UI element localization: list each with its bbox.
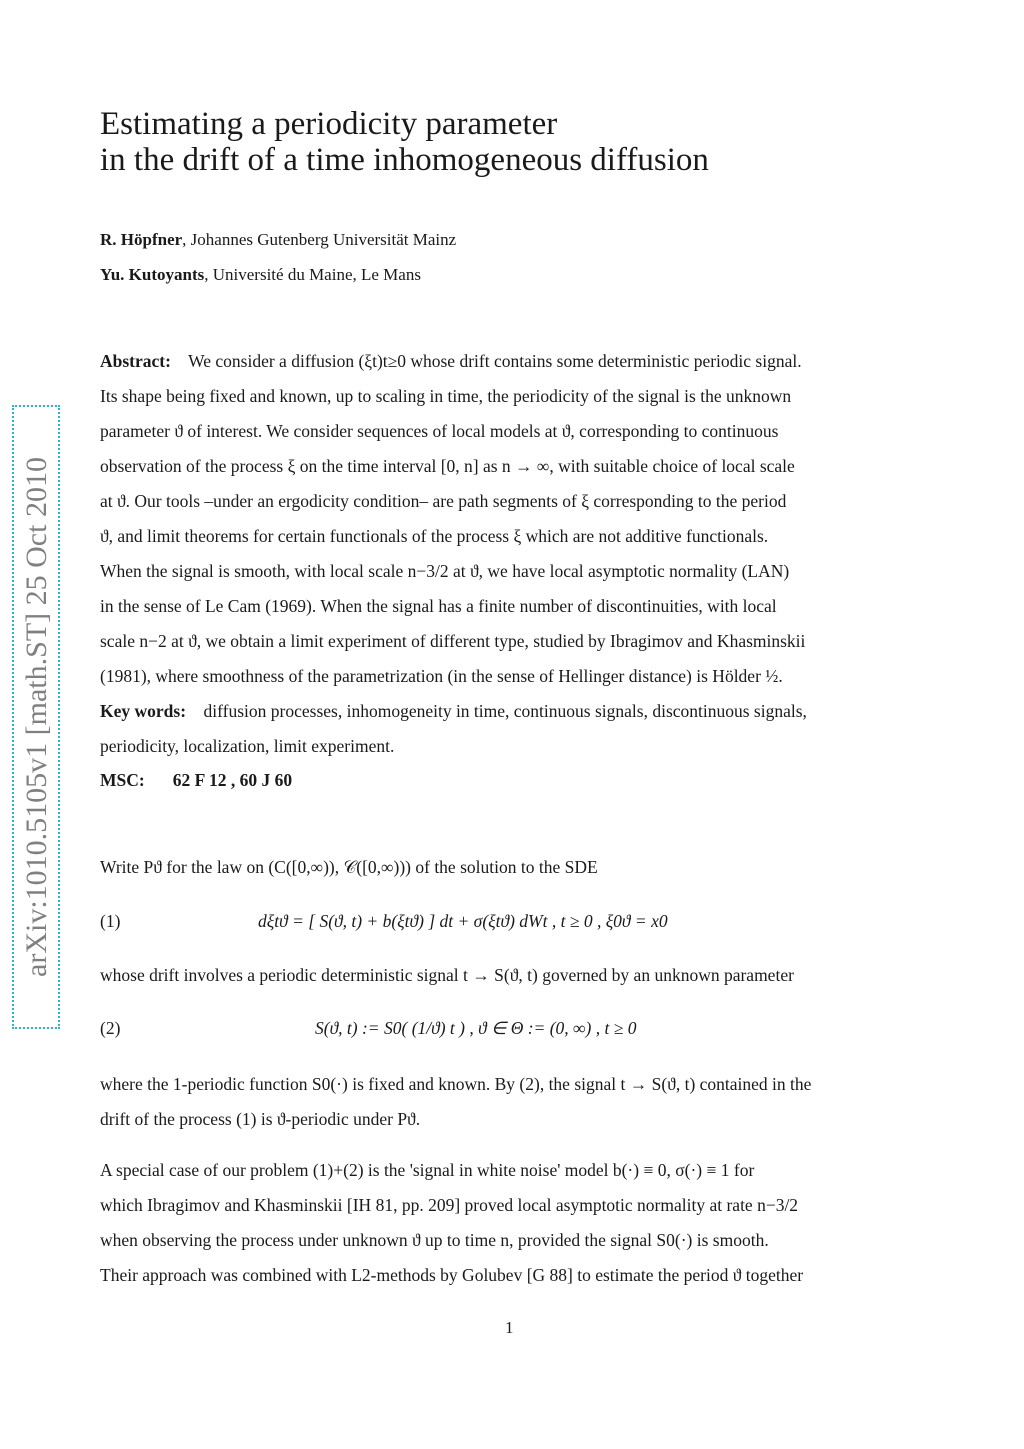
abstract-line-7: When the signal is smooth, with local scale n−3/2 at ϑ, we have local asymptotic normality (LAN): [100, 561, 790, 581]
intro-paragraph: [100, 850, 930, 885]
abstract-line-10: (1981), where smoothness of the parametrization (in the sense of Hellinger distance) is Hölder ½.: [100, 666, 783, 686]
where-paragraph: [100, 1067, 930, 1137]
page-number: 1: [505, 1318, 514, 1337]
abstract-line-9: scale n−2 at ϑ, we obtain a limit experiment of different type, studied by Ibragimov and Khasminskii: [100, 631, 806, 651]
title-line-1: Estimating a periodicity parameter: [100, 106, 558, 142]
where-line-1: where the 1-periodic function S0(·) is fixed and known. By (2), the signal t → S(ϑ, t) contained in the: [100, 1074, 812, 1094]
msc-codes: 62 F 12 , 60 J 60: [172, 770, 293, 790]
abstract-text-1: We consider a diffusion (ξt)t≥0 whose drift contains some deterministic periodic signal.: [188, 351, 802, 371]
keywords-label: Key words:: [100, 701, 187, 721]
abstract-line-2: Its shape being fixed and known, up to scaling in time, the periodicity of the signal is the unknown: [100, 386, 792, 406]
author-2: [100, 265, 421, 285]
author-2-name: Yu. Kutoyants: [100, 265, 205, 284]
equation-2-number: (2): [100, 1018, 121, 1038]
abstract: [100, 344, 930, 764]
keywords-line-2: periodicity, localization, limit experiment.: [100, 736, 395, 756]
special-line-2: which Ibragimov and Khasminskii [IH 81, pp. 209] proved local asymptotic normality at rate n−3/2: [100, 1195, 799, 1215]
special-line-1: A special case of our problem (1)+(2) is the 'signal in white noise' model b(·) ≡ 0, σ(·) ≡ 1 for: [100, 1160, 755, 1180]
equation-1-expression: dξtϑ = [ S(ϑ, t) + b(ξtϑ) ] dt + σ(ξtϑ) dWt , t ≥ 0 , ξ0ϑ = x0: [258, 911, 668, 931]
abstract-line-6: ϑ, and limit theorems for certain functionals of the process ξ which are not additive functionals.: [100, 526, 769, 546]
abstract-line-5: at ϑ. Our tools –under an ergodicity condition– are path segments of ξ corresponding to the period: [100, 491, 787, 511]
abstract-line-8: in the sense of Le Cam (1969). When the signal has a finite number of discontinuities, with local: [100, 596, 777, 616]
intro-line: Write Pϑ for the law on (C([0,∞)), 𝒞([0,∞))) of the solution to the SDE: [100, 857, 598, 877]
special-case-paragraph: [100, 1153, 930, 1293]
special-line-3: when observing the process under unknown ϑ up to time n, provided the signal S0(·) is smooth.: [100, 1230, 769, 1250]
paper-title: [100, 106, 709, 178]
where-line-2: drift of the process (1) is ϑ-periodic under Pϑ.: [100, 1109, 421, 1129]
author-1: [100, 230, 456, 250]
arxiv-stamp[interactable]: [12, 405, 62, 1030]
abstract-line-3: parameter ϑ of interest. We consider sequences of local models at ϑ, corresponding to continuous: [100, 421, 779, 441]
title-line-2: in the drift of a time inhomogeneous diffusion: [100, 142, 709, 178]
drift-line: whose drift involves a periodic deterministic signal t → S(ϑ, t) governed by an unknown parameter: [100, 965, 794, 985]
equation-2-expression: S(ϑ, t) := S0( (1/ϑ) t ) , ϑ ∈ Θ := (0, ∞) , t ≥ 0: [315, 1018, 637, 1038]
author-1-affiliation: , Johannes Gutenberg Universität Mainz: [182, 230, 457, 249]
equation-1: [100, 903, 930, 943]
author-2-affiliation: , Université du Maine, Le Mans: [204, 265, 421, 284]
msc: [100, 770, 292, 791]
author-1-name: R. Höpfner: [100, 230, 183, 249]
equation-2: [100, 1010, 930, 1050]
msc-label: MSC:: [100, 770, 145, 790]
special-line-4: Their approach was combined with L2-methods by Golubev [G 88] to estimate the period ϑ together: [100, 1265, 804, 1285]
drift-paragraph: [100, 958, 930, 993]
abstract-label: Abstract:: [100, 351, 171, 371]
keywords-text-1: diffusion processes, inhomogeneity in time, continuous signals, discontinuous signals,: [203, 701, 807, 721]
abstract-line-4: observation of the process ξ on the time interval [0, n] as n → ∞, with suitable choice of local scale: [100, 456, 795, 476]
abstract-line-1: [100, 344, 930, 379]
keywords-line-1: [100, 694, 930, 729]
arxiv-stamp-text: arXiv:1010.5105v1 [math.ST] 25 Oct 2010: [20, 457, 53, 977]
equation-1-number: (1): [100, 911, 121, 931]
